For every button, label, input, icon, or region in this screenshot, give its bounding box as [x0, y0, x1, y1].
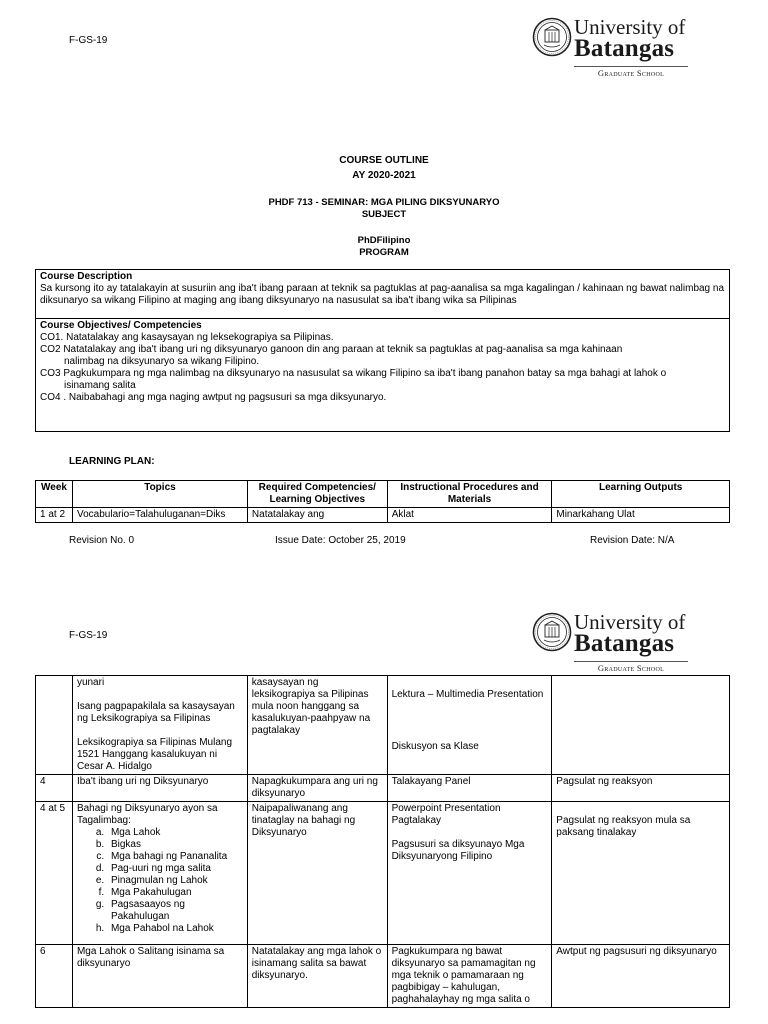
- cell-procedures: Aklat: [387, 508, 552, 523]
- cell-outputs: [552, 802, 730, 945]
- cell-topics: [72, 802, 247, 945]
- list-item: d. Pag-uuri ng mga salita: [107, 863, 243, 875]
- objective-co3-cont: isinamang salita: [64, 380, 136, 391]
- logo-line-2: Batangas: [574, 35, 675, 62]
- cell-competencies: Naipapaliwanang ang tinataglay na bahagi ng Diksyunaryo: [247, 802, 387, 945]
- revision-number: Revision No. 0: [69, 535, 135, 546]
- procedure-line: Powerpoint Presentation Pagtalakay: [391, 803, 501, 826]
- objective-co3: CO3 Pagkukumpara ng mga nalimbag na diksyunaryo na nasusulat sa wikang Filipino sa iba't ibang panahon batay sa mga bahagi at lahok o: [40, 368, 667, 379]
- academic-year: AY 2020-2021: [352, 170, 416, 181]
- cell-week: 1 at 2: [36, 508, 73, 523]
- cell-topics: Vocabulario=Talahuluganan=Diks: [72, 508, 247, 523]
- table-row: [36, 802, 730, 945]
- cell-competencies: Natatalakay ang mga lahok o isinamang salita sa bawat diksyunaryo.: [247, 945, 387, 1008]
- university-logo: [532, 17, 692, 79]
- course-info-box: [35, 269, 730, 432]
- course-description-label: Course Description: [40, 271, 133, 282]
- subject-label: SUBJECT: [361, 209, 407, 220]
- procedure-line: Pagsusuri sa diksyunayo Mga Diksyunaryong Filipino: [391, 839, 525, 862]
- cell-procedures: [387, 676, 552, 775]
- objective-co4: CO4 . Naibabahagi ang mga naging awtput ng pagsusuri sa mga diksyunaryo.: [40, 392, 387, 403]
- learning-plan-table: [35, 480, 730, 523]
- cell-competencies: Napagkukumpara ang uri ng diksyunaryo: [247, 775, 387, 802]
- university-seal-icon: [532, 17, 572, 57]
- cell-topics: [72, 676, 247, 775]
- logo-line-2: Batangas: [574, 630, 675, 657]
- table-row: [36, 775, 730, 802]
- list-item: b. Bigkas: [107, 839, 243, 851]
- topic-line: Leksikograpiya sa Filipinas Mulang 1521 Hanggang kasalukuyan ni Cesar A. Hidalgo: [76, 737, 233, 772]
- table-row: [36, 945, 730, 1008]
- cell-topics: Mga Lahok o Salitang isinama sa diksyunaryo: [72, 945, 247, 1008]
- output-line: Pagsulat ng reaksyon mula sa paksang tinalakay: [556, 815, 691, 838]
- topic-line: yunari: [76, 677, 105, 688]
- header-topics: Topics: [72, 481, 247, 508]
- document-code-page-2: F-GS-19: [69, 630, 108, 641]
- topic-line: Isang pagpapakilala sa kasaysayan ng Leksikograpiya sa Filipinas: [76, 701, 235, 724]
- list-item: f. Mga Pakahulugan: [107, 887, 243, 899]
- list-item: g. Pagsasaayos ng Pakahulugan: [107, 899, 243, 923]
- list-item: a. Mga Lahok: [107, 827, 243, 839]
- cell-outputs: [552, 676, 730, 775]
- cell-competencies: Natatalakay ang: [247, 508, 387, 523]
- header-procedures: Instructional Procedures and Materials: [387, 481, 552, 508]
- logo-divider: [574, 66, 688, 67]
- course-description-section: [36, 270, 729, 319]
- list-item: e. Pinagmulan ng Lahok: [107, 875, 243, 887]
- table-row: [36, 676, 730, 775]
- revision-date: Revision Date: N/A: [590, 535, 675, 546]
- objective-co1: CO1. Natatalakay ang kasaysayan ng leksekograpiya sa Pilipinas.: [40, 332, 334, 343]
- university-logo-page-2: [532, 612, 692, 674]
- program-label: PROGRAM: [359, 247, 409, 258]
- table-header-row: [36, 481, 730, 508]
- procedure-line: Diskusyon sa Klase: [391, 741, 479, 752]
- cell-procedures: [387, 802, 552, 945]
- cell-competencies: kasaysayan ng leksikograpiya sa Pilipinas mula noon hanggang sa kasalukuyan-paahpyaw na pagtalakay: [247, 676, 387, 775]
- issue-date: Issue Date: October 25, 2019: [275, 535, 406, 546]
- cell-outputs: Pagsulat ng reaksyon: [552, 775, 730, 802]
- header-outputs: Learning Outputs: [552, 481, 730, 508]
- cell-outputs: Minarkahang Ulat: [552, 508, 730, 523]
- course-objectives-section: [36, 319, 729, 405]
- logo-divider: [574, 661, 688, 662]
- cell-topics: Iba't ibang uri ng Diksyunaryo: [72, 775, 247, 802]
- header-competencies: Required Competencies/ Learning Objectives: [247, 481, 387, 508]
- course-outline-title: COURSE OUTLINE: [339, 155, 429, 166]
- document-code: F-GS-19: [69, 35, 108, 46]
- subject-name: PHDF 713 - SEMINAR: MGA PILING DIKSYUNARYO: [268, 197, 500, 208]
- university-seal-icon: [532, 612, 572, 652]
- learning-plan-table-continued: [35, 675, 730, 1008]
- cell-week: 4: [36, 775, 73, 802]
- header-week: Week: [36, 481, 73, 508]
- objective-co2: CO2 Natatalakay ang iba't ibang uri ng diksyunaryo ganoon din ang paraan at teknik sa pagtuklas at pag-aanalisa sa mga kahinaan: [40, 344, 623, 355]
- logo-subtitle: Graduate School: [597, 663, 665, 673]
- objective-co2-cont: nalimbag na diksyunaryo sa wikang Filipino.: [64, 356, 260, 367]
- procedure-line: Lektura – Multimedia Presentation: [391, 689, 544, 700]
- logo-subtitle: Graduate School: [597, 68, 665, 78]
- topic-sublist: [77, 827, 243, 935]
- learning-plan-label: LEARNING PLAN:: [69, 456, 155, 467]
- course-description-text: Sa kursong ito ay tatalakayin at susuriin ang iba't ibang paraan at teknik sa pagtuklas at pag-aanalisa sa mga kagalingan / kahinaan ng bawat nalimbag na diksunaryo sa wikang Filipino at maging ang ibang diksyunaryo na nasusulat sa iba't ibang wika sa Pilipinas: [40, 283, 725, 306]
- cell-procedures: Talakayang Panel: [387, 775, 552, 802]
- cell-week: 6: [36, 945, 73, 1008]
- table-row: [36, 508, 730, 523]
- list-item: h. Mga Pahabol na Lahok: [107, 923, 243, 935]
- program-name: PhDFilipino: [357, 235, 411, 246]
- topic-intro: Bahagi ng Diksyunaryo ayon sa Tagalimbag:: [76, 803, 218, 826]
- logo-line-1: University of: [574, 610, 686, 634]
- cell-week: [36, 676, 73, 775]
- cell-outputs: Awtput ng pagsusuri ng diksyunaryo: [552, 945, 730, 1008]
- logo-line-1: University of: [574, 15, 686, 39]
- cell-procedures: Pagkukumpara ng bawat diksyunaryo sa pamamagitan ng mga teknik o pamamaraan ng pagbibigay – kahulugan, paghahalayhay ng mga salita o: [387, 945, 552, 1008]
- list-item: c. Mga bahagi ng Pananalita: [107, 851, 243, 863]
- cell-week: 4 at 5: [36, 802, 73, 945]
- course-objectives-label: Course Objectives/ Competencies: [40, 320, 202, 331]
